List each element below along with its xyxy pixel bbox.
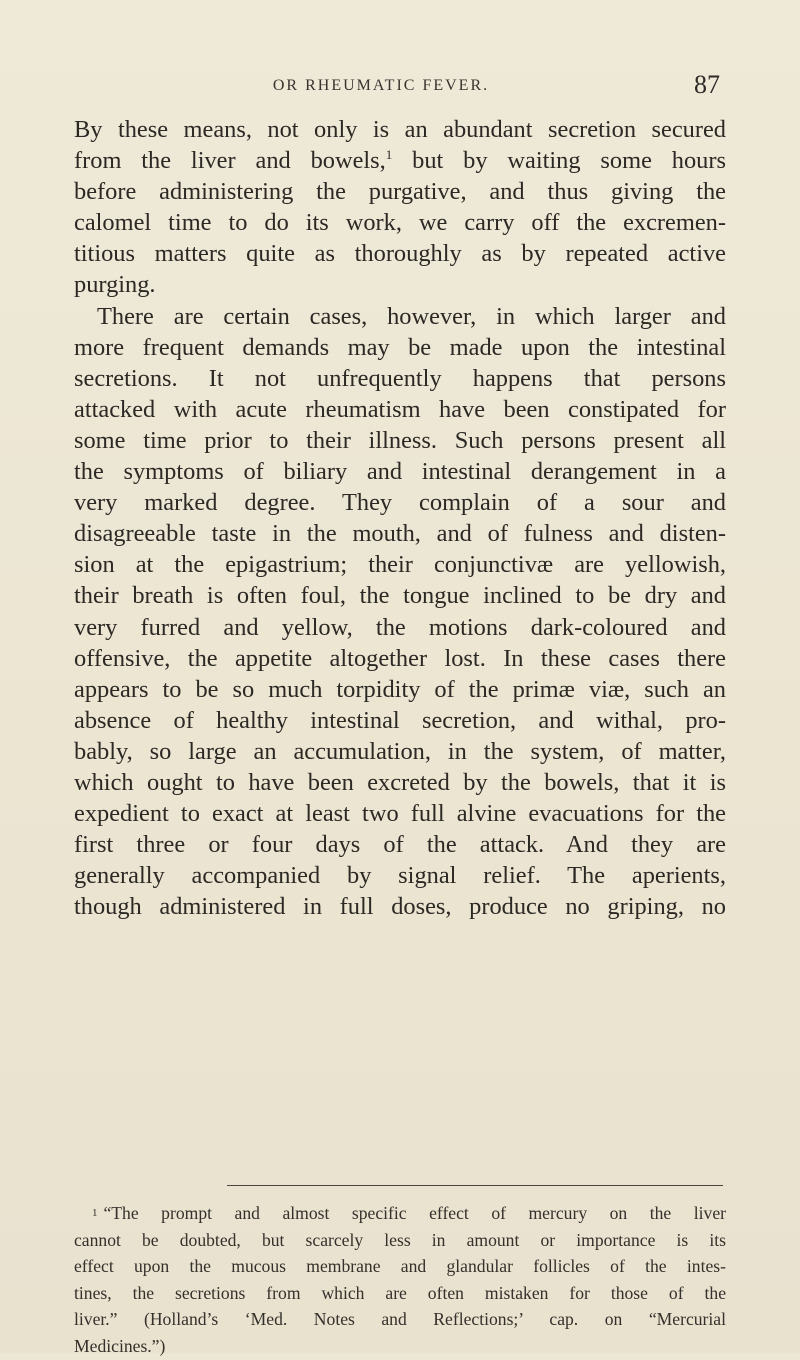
footnote-marker: 1	[92, 1207, 98, 1219]
body-line: titious matters quite as thoroughly as by repeated active	[74, 240, 726, 268]
body-line: absence of healthy intestinal secretion, and withal, pro-	[74, 706, 726, 734]
body-line: before administering the purgative, and thus giving the	[74, 178, 726, 206]
running-head: OR RHEUMATIC FEVER.	[272, 77, 490, 94]
body-line: purging.	[74, 271, 156, 299]
body-line: attacked with acute rheumatism have been constipated for	[74, 395, 726, 423]
body-line-part: from the liver and bowels,	[74, 147, 386, 175]
body-line: the symptoms of biliary and intestinal derangement in a	[74, 458, 726, 486]
body-line: By these means, not only is an abundant secretion secured	[74, 116, 726, 143]
body-text	[74, 114, 726, 922]
footnote-line: effect upon the mucous membrane and glandular follicles of the intes-	[74, 1256, 726, 1277]
body-line: offensive, the appetite altogether lost. In these cases there	[74, 644, 726, 672]
body-line: very marked degree. They complain of a sour and	[74, 489, 726, 517]
body-line: sion at the epigastrium; their conjunctivæ are yellowish,	[74, 551, 726, 579]
body-line: There are certain cases, however, in which larger and	[97, 302, 726, 330]
footnote-line	[74, 1200, 726, 1227]
body-line: some time prior to their illness. Such persons present all	[74, 426, 726, 454]
footnote-line: cannot be doubted, but scarcely less in amount or importance is its	[74, 1229, 726, 1250]
footnote-line: tines, the secretions from which are often mistaken for those of the	[74, 1282, 726, 1303]
body-line: their breath is often foul, the tongue inclined to be dry and	[74, 582, 726, 610]
body-line: more frequent demands may be made upon the intestinal	[74, 333, 726, 361]
body-line: generally accompanied by signal relief. The aperients,	[74, 862, 726, 890]
footnote	[74, 1200, 726, 1360]
body-line-part: but by waiting some hours	[392, 147, 726, 175]
body-line: secretions. It not unfrequently happens that persons	[74, 364, 726, 392]
body-line: very furred and yellow, the motions dark-coloured and	[74, 613, 726, 641]
footnote-line: liver.” (Holland’s ‘Med. Notes and Reflections;’ cap. on “Mercurial	[74, 1309, 726, 1330]
footnote-divider	[227, 1185, 723, 1186]
page-number: 87	[694, 70, 720, 99]
body-line: which ought to have been excreted by the bowels, that it is	[74, 768, 726, 796]
body-line: bably, so large an accumulation, in the system, of matter,	[74, 737, 726, 765]
body-line: expedient to exact at least two full alvine evacuations for the	[74, 800, 726, 828]
body-line: though administered in full doses, produce no griping, no	[74, 893, 726, 921]
footnote-reference: 1	[385, 146, 393, 162]
body-line: disagreeable taste in the mouth, and of fulness and disten-	[74, 520, 726, 548]
body-line: first three or four days of the attack. And they are	[74, 831, 726, 859]
footnote-line-text: “The prompt and almost specific effect of mercury on the liver	[103, 1203, 726, 1223]
footnote-line: Medicines.”)	[74, 1335, 166, 1356]
body-line	[74, 145, 726, 176]
body-line: appears to be so much torpidity of the primæ viæ, such an	[74, 675, 726, 703]
body-line: calomel time to do its work, we carry off the excremen-	[74, 209, 726, 237]
